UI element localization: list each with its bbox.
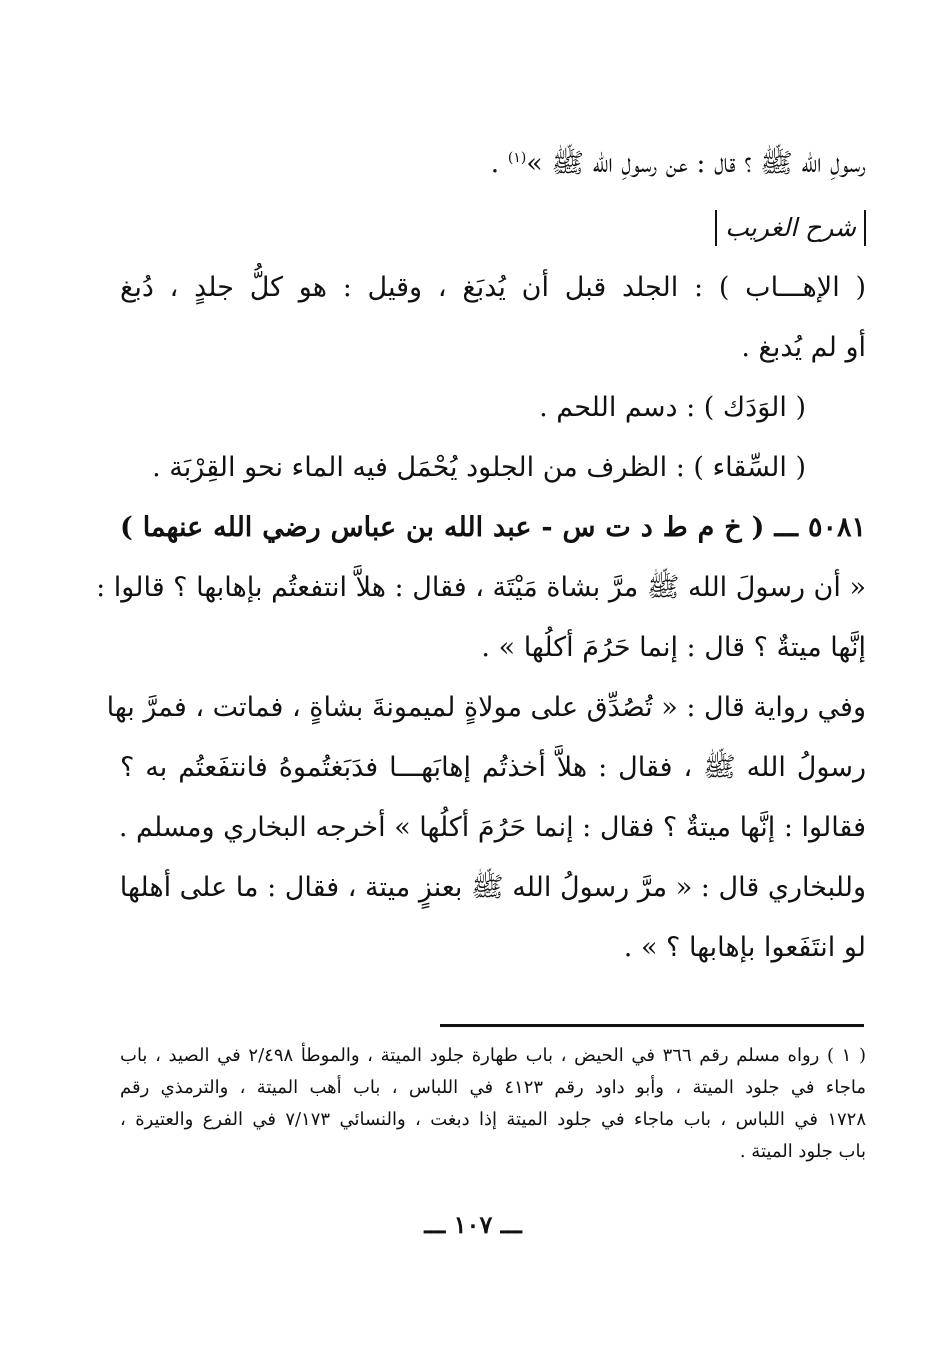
footnote-line-1: ( ١ ) رواه مسلم رقم ٣٦٦ في الحيض ، باب طهارة جلود الميتة ، والموطأ ٢/٤٩٨ في الصيد ، باب xyxy=(120,1045,866,1066)
hadith-number: ٥٠٨١ ـــ xyxy=(774,512,866,543)
text-line-12: وللبخاري قال : « مرَّ رسولُ الله ﷺ بعنزٍ ميتة ، فقال : ما على أهلها xyxy=(119,872,866,903)
text-line-5: ( السِّقاء ) : الظرف من الجلود يُحْمَل فيه الماء نحو القِرْبَة . xyxy=(152,452,806,483)
main-text xyxy=(96,128,866,978)
text-line-8: إنَّها ميتةٌ ؟ قال : إنما حَرُمَ أكلُها » . xyxy=(481,632,866,663)
page-number: ـــ ١٠٧ ـــ xyxy=(424,1210,522,1239)
section-heading: شرح الغريب xyxy=(715,210,866,246)
text-line-1 xyxy=(120,128,866,194)
footnote-line-4: باب جلود الميتة . xyxy=(739,1141,866,1162)
text-line-11: فقالوا : إنَّها ميتةٌ ؟ فقال : إنما حَرُمَ أكلُها » أخرجه البخاري ومسلم . xyxy=(118,812,866,843)
text-line-3: أو لم يُدبغ . xyxy=(741,332,866,363)
line-1-text: رسولِ الله ﷺ ؟ قال : عن رسولِ الله ﷺ » xyxy=(526,148,866,179)
hadith-reference: ( خ م ط د ت س - عبد الله بن عباس رضي الله عنهما ) xyxy=(120,512,765,543)
text-line-9: وفي رواية قال : « تُصُدِّق على مولاةٍ لميمونةَ بشاةٍ ، فماتت ، فمرَّ بها xyxy=(106,692,866,723)
text-line-10: رسولُ الله ﷺ ، فقال : هلاَّ أخذتُم إهابَهـــا فدَبَغتُموهُ فانتفَعتُم به ؟ xyxy=(120,752,866,783)
footnotes xyxy=(120,1040,866,1168)
line-1-end: . xyxy=(490,148,508,179)
text-line-2: ( الإهـــاب ) : الجلد قبل أن يُدبَغ ، وقيل : هو كلُّ جلدٍ ، دُبغ xyxy=(120,272,866,303)
footnote-divider xyxy=(440,1024,864,1027)
text-line-7: « أن رسولَ الله ﷺ مرَّ بشاة مَيْتَة ، فقال : هلاَّ انتفعتُم بإهابها ؟ قالوا : xyxy=(96,572,866,603)
text-line-4: ( الوَدَك ) : دسم اللحم . xyxy=(539,392,806,423)
heading-line xyxy=(120,198,866,258)
footnote-marker[interactable]: (١) xyxy=(507,150,527,166)
text-line-13: لو انتَفَعوا بإهابها ؟ » . xyxy=(623,932,866,963)
hadith-header xyxy=(120,498,866,558)
footnote-line-2: ماجاء في جلود الميتة ، وأبو داود رقم ٤١٢٣ في اللباس ، باب أهب الميتة ، والترمذي رقم xyxy=(120,1077,866,1098)
footnote-line-3: ١٧٢٨ في اللباس ، باب ماجاء في جلود الميتة إذا دبغت ، والنسائي ٧/١٧٣ في الفرع والعتيرة ، xyxy=(120,1109,866,1130)
